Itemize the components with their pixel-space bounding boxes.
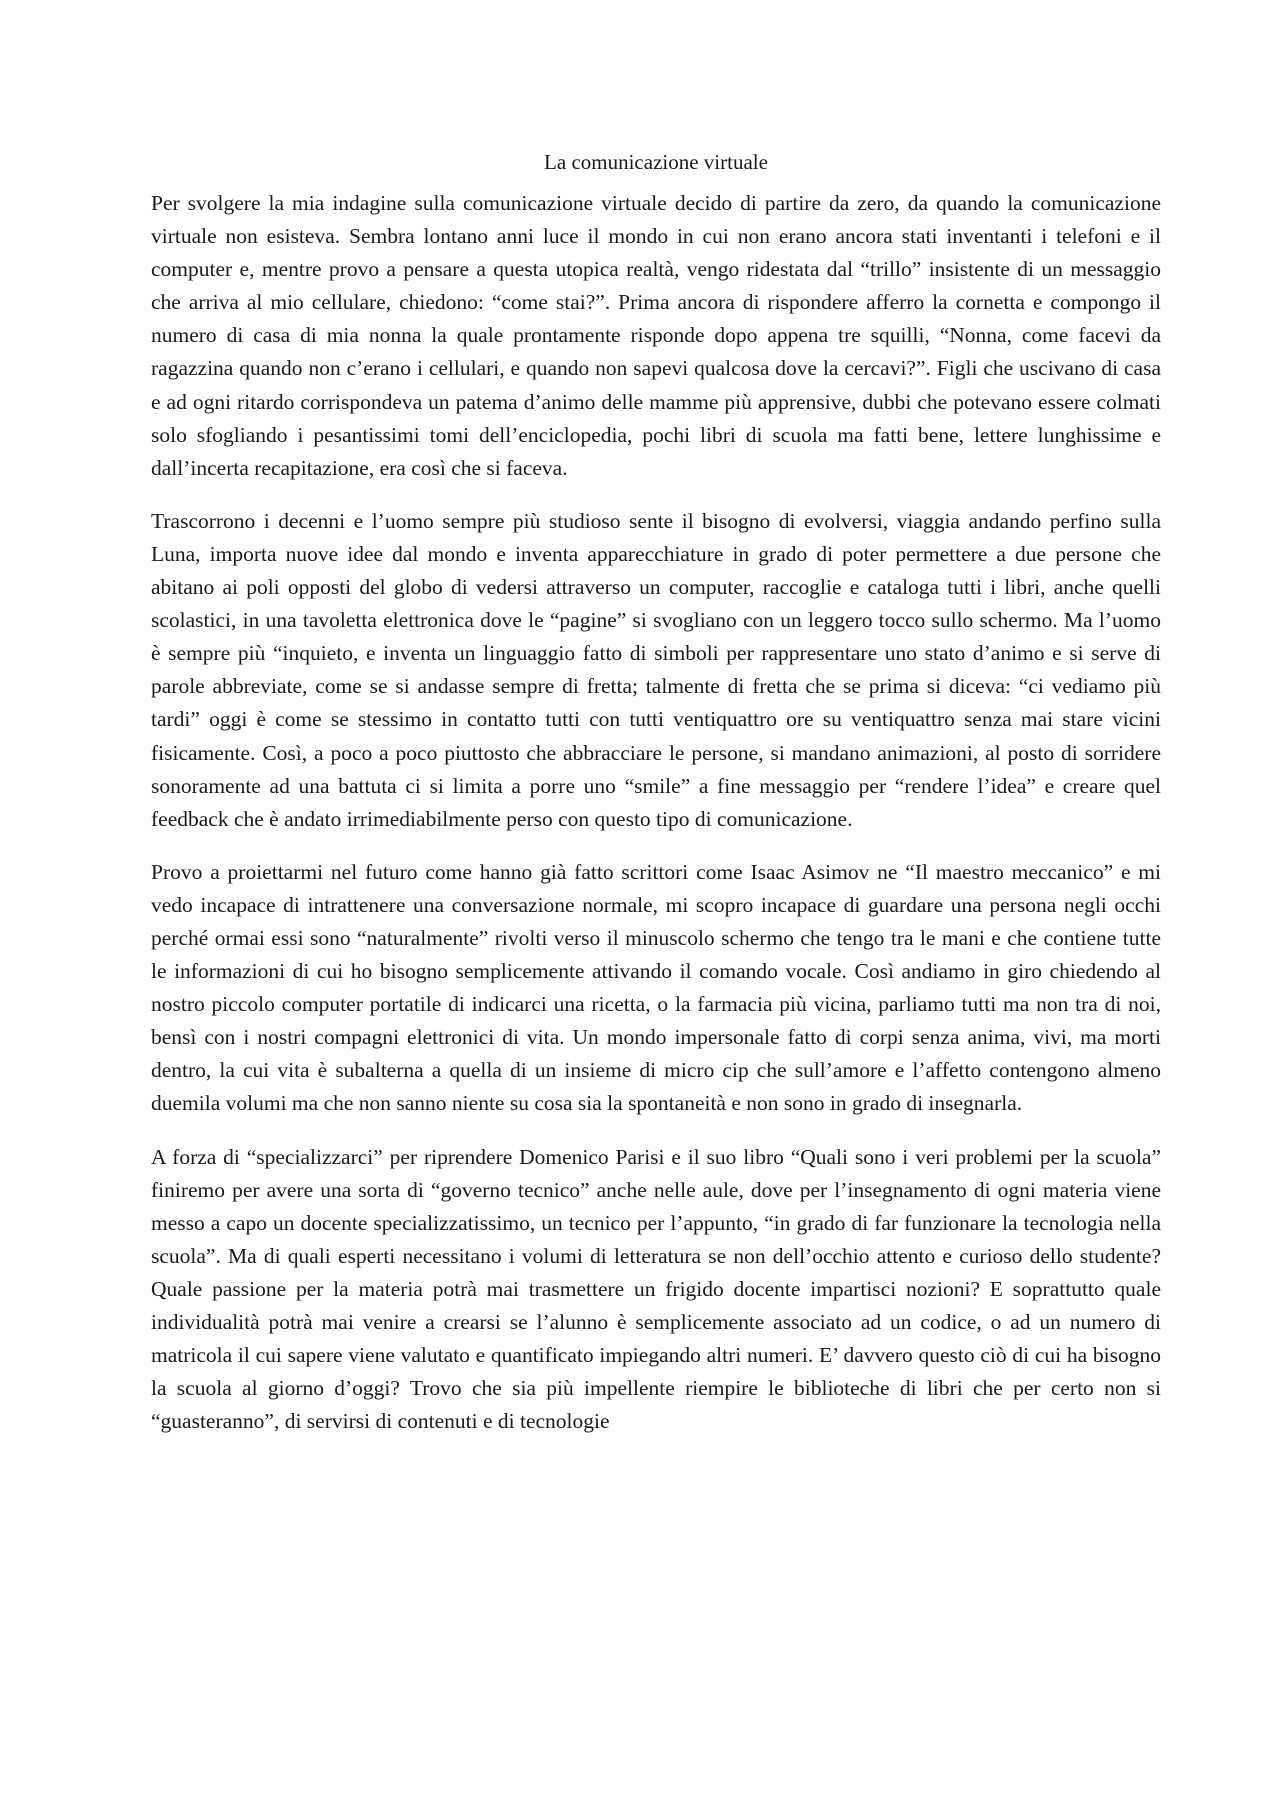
paragraph-4: A forza di “specializzarci” per riprendere Domenico Parisi e il suo libro “Quali sono i veri problemi per la scuola” finiremo per avere una sorta di “governo tecnico” anche nelle aule, dove per l’insegnamento di ogni materia viene messo a capo un docente specializzatissimo, un tecnico per l’appunto, “in grado di far funzionare la tecnologia nella scuola”. Ma di quali esperti necessitano i volumi di letteratura se non dell’occhio attento e curioso dello studente? Quale passione per la materia potrà mai trasmettere un frigido docente impartisci nozioni? E soprattutto quale individualità potrà mai venire a crearsi se l’alunno è semplicemente associato ad un codice, o ad un numero di matricola il cui sapere viene valutato e quantificato impiegando altri numeri. E’ davvero questo ciò di cui ha bisogno la scuola al giorno d’oggi? Trovo che sia più impellente riempire le biblioteche di libri che per certo non si “guasteranno”, di servirsi di contenuti e di tecnologie xyxy=(151,1144,1161,1434)
document-body xyxy=(151,146,1161,1458)
document-title: La comunicazione virtuale xyxy=(544,150,768,174)
paragraph-1: Per svolgere la mia indagine sulla comunicazione virtuale decido di partire da zero, da quando la comunicazione virtuale non esisteva. Sembra lontano anni luce il mondo in cui non erano ancora stati inventanti i telefoni e il computer e, mentre provo a pensare a questa utopica realtà, vengo ridestata dal “trillo” insistente di un messaggio che arriva al mio cellulare, chiedono: “come stai?”. Prima ancora di rispondere afferro la cornetta e compongo il numero di casa di mia nonna la quale prontamente risponde dopo appena tre squilli, “Nonna, come facevi da ragazzina quando non c’erano i cellulari, e quando non sapevi qualcosa dove la cercavi?”. Figli che uscivano di casa e ad ogni ritardo corrispondeva un patema d’animo delle mamme più apprensive, dubbi che potevano essere colmati solo sfogliando i pesantissimi tomi dell’enciclopedia, pochi libri di scuola ma fatti bene, lettere lunghissime e dall’incerta recapitazione, era così che si faceva. xyxy=(151,191,1161,480)
paragraph-3: Provo a proiettarmi nel futuro come hanno già fatto scrittori come Isaac Asimov ne “Il maestro meccanico” e mi vedo incapace di intrattenere una conversazione normale, mi scopro incapace di guardare una persona negli occhi perché ormai essi sono “naturalmente” rivolti verso il minuscolo schermo che tengo tra le mani e che contiene tutte le informazioni di cui ho bisogno semplicemente attivando il comando vocale. Così andiamo in giro chiedendo al nostro piccolo computer portatile di indicarci una ricetta, o la farmacia più vicina, parliamo tutti ma non tra di noi, bensì con i nostri compagni elettronici di vita. Un mondo impersonale fatto di corpi senza anima, vivi, ma morti dentro, la cui vita è subalterna a quella di un insieme di micro cip che sull’amore e l’affetto contengono almeno duemila volumi ma che non sanno niente su cosa sia la spontaneità e non sono in grado di insegnarla. xyxy=(151,859,1161,1116)
paragraph-2: Trascorrono i decenni e l’uomo sempre più studioso sente il bisogno di evolversi, viaggia andando perfino sulla Luna, importa nuove idee dal mondo e inventa apparecchiature in grado di poter permettere a due persone che abitano ai poli opposti del globo di vedersi attraverso un computer, raccoglie e cataloga tutti i libri, anche quelli scolastici, in una tavoletta elettronica dove le “pagine” si svogliano con un leggero tocco sullo schermo. Ma l’uomo è sempre più “inquieto, e inventa un linguaggio fatto di simboli per rappresentare uno stato d’animo e si serve di parole abbreviate, come se si andasse sempre di fretta; talmente di fretta che se prima si diceva: “ci vediamo più tardi” oggi è come se stessimo in contatto tutti con tutti ventiquattro ore su ventiquattro senza mai stare vicini fisicamente. Così, a poco a poco piuttosto che abbracciare le persone, si mandano animazioni, al posto di sorridere sonoramente ad una battuta ci si limita a porre uno “smile” a fine messaggio per “rendere l’idea” e creare quel feedback che è andato irrimediabilmente perso con questo tipo di comunicazione. xyxy=(151,508,1161,831)
